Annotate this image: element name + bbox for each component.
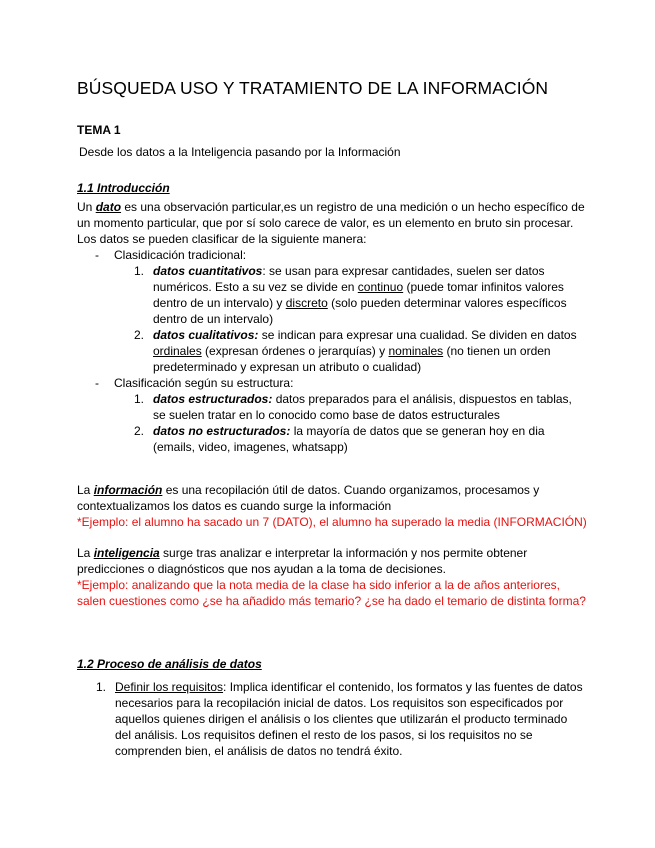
text: surge tras analizar e interpretar la información y nos permite obtener: [159, 546, 528, 560]
term-continuo: continuo: [357, 280, 404, 294]
text: predicciones o diagnósticos que nos ayudan a la toma de decisiones.: [77, 562, 446, 576]
term-dato: dato: [95, 200, 122, 214]
list-number: 1.: [134, 392, 145, 406]
list-number: 2.: [134, 328, 145, 342]
text: (puede tomar infinitos valores: [403, 280, 564, 294]
term-cuantitativos: datos cuantitativos: [153, 264, 263, 278]
text: es una recopilación útil de datos. Cuando organizamos, procesamos y: [162, 483, 540, 497]
text: aquellos quienes dirigen el análisis o los clientes que utilizarán el producto terminado: [115, 712, 568, 726]
text: del análisis. Los requisitos definen el resto de los pasos, si los requisitos no se: [115, 728, 533, 742]
term-definir-requisitos: Definir los requisitos: [115, 680, 224, 694]
text: : Implica identificar el contenido, los formatos y las fuentes de datos: [223, 680, 583, 694]
list-item-estructurados: [153, 391, 572, 423]
text: dentro de un intervalo): [153, 312, 274, 326]
text: La: [77, 546, 94, 560]
list-item-definir-requisitos: [115, 679, 583, 759]
term-no-estructurados: datos no estructurados:: [153, 424, 291, 438]
text: predeterminado y expresan un atributo o cualidad): [153, 360, 422, 374]
text: dentro de un intervalo) y: [153, 296, 286, 310]
text: Un: [77, 200, 96, 214]
term-informacion: información: [93, 483, 163, 497]
list-item-cualitativos: [153, 327, 577, 375]
intro-line-2: un momento particular, que por sí solo carece de valor, es un elemento en bruto sin procesar.: [77, 216, 574, 230]
informacion-paragraph: [77, 482, 587, 530]
tema-subtitle: Desde los datos a la Inteligencia pasando por la Información: [79, 145, 401, 159]
example-inteligencia-2: salen cuestiones como ¿se ha añadido más temario? ¿se ha dado el temario de distinta forma?: [77, 594, 586, 608]
term-discreto: discreto: [285, 296, 328, 310]
term-nominales: nominales: [388, 344, 444, 358]
term-estructurados: datos estructurados:: [153, 392, 273, 406]
intro-paragraph: [77, 199, 585, 247]
text: : se usan para expresar cantidades, suelen ser datos: [262, 264, 545, 278]
text: es una observación particular,es un registro de una medición o un hecho específico de: [121, 200, 585, 214]
section-heading-proceso: 1.2 Proceso de análisis de datos: [77, 657, 262, 671]
list-item-cuantitativos: [153, 263, 567, 327]
text: se indican para expresar una cualidad. Se dividen en datos: [258, 328, 577, 342]
text: necesarios para la recopilación inicial de datos. Los requisitos son especificados por: [115, 696, 564, 710]
term-inteligencia: inteligencia: [93, 546, 160, 560]
text: (emails, video, imagenes, whatsapp): [153, 440, 348, 454]
tema-heading: TEMA 1: [77, 123, 121, 137]
term-cualitativos: datos cualitativos:: [153, 328, 259, 342]
text: comprenden bien, el análisis de datos no tendrá éxito.: [115, 744, 403, 758]
list-item-estructura: Clasificación según su estructura:: [114, 376, 294, 390]
text: se suelen tratar en lo conocido como base de datos estructurales: [153, 408, 500, 422]
list-item-no-estructurados: [153, 423, 545, 455]
text: La: [77, 483, 94, 497]
text: numéricos. Esto a su vez se divide en: [153, 280, 358, 294]
text: la mayoría de datos que se generan hoy en dia: [290, 424, 545, 438]
text: (no tienen un orden: [443, 344, 551, 358]
text: (expresan órdenes o jerarquías) y: [201, 344, 389, 358]
list-item-tradicional: Clasidicación tradicional:: [114, 248, 247, 262]
dash-bullet: -: [95, 376, 99, 390]
section-heading-intro: 1.1 Introducción: [77, 181, 170, 195]
example-informacion: *Ejemplo: el alumno ha sacado un 7 (DATO), el alumno ha superado la media (INFORMACIÓN): [77, 515, 587, 529]
dash-bullet: -: [95, 248, 99, 262]
text: contextualizamos los datos es cuando surge la información: [77, 499, 392, 513]
text: datos preparados para el análisis, dispuestos en tablas,: [272, 392, 572, 406]
example-inteligencia-1: *Ejemplo: analizando que la nota media de la clase ha sido inferior a la de años anteriores,: [77, 578, 560, 592]
intro-line-1: [77, 199, 585, 215]
document-title: BÚSQUEDA USO Y TRATAMIENTO DE LA INFORMACIÓN: [77, 78, 549, 98]
list-number: 1.: [96, 680, 107, 694]
term-ordinales: ordinales: [153, 344, 202, 358]
list-number: 2.: [134, 424, 145, 438]
inteligencia-paragraph: [77, 545, 586, 609]
list-number: 1.: [134, 264, 145, 278]
intro-line-3: Los datos se pueden clasificar de la siguiente manera:: [77, 232, 367, 246]
text: (solo pueden determinar valores específicos: [327, 296, 567, 310]
